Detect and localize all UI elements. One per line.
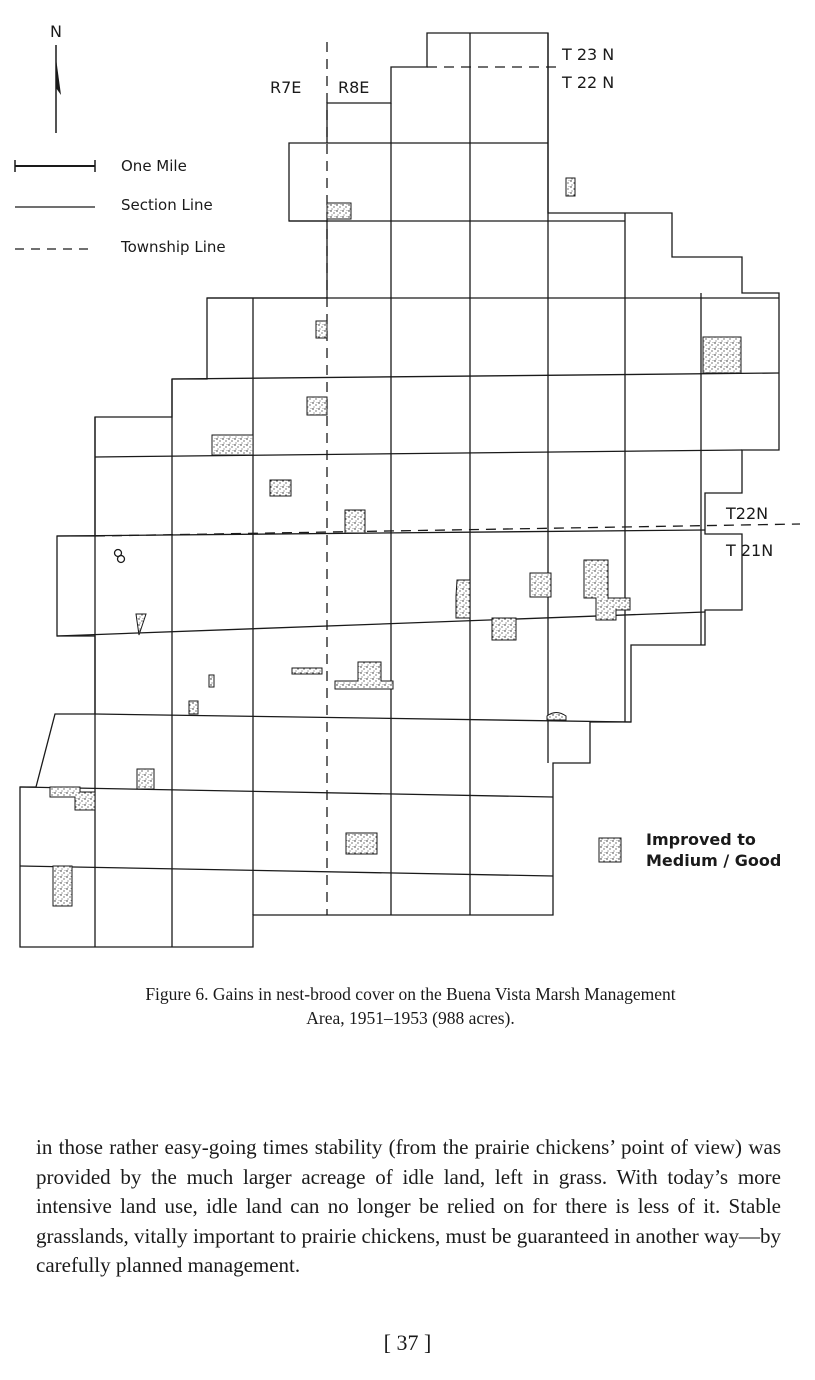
north-arrow bbox=[50, 22, 62, 133]
improved-area bbox=[703, 337, 741, 373]
improved-area bbox=[327, 203, 351, 219]
legend-section-line: Section Line bbox=[121, 196, 213, 214]
legend-improved-line: Improved to bbox=[646, 830, 756, 849]
legend bbox=[15, 157, 226, 256]
improved-area bbox=[307, 397, 327, 415]
legend-township-line: Township Line bbox=[121, 238, 226, 256]
improved-area bbox=[137, 769, 154, 789]
legend-improved-line: Medium / Good bbox=[646, 851, 782, 870]
north-label: N bbox=[50, 22, 62, 41]
improved-area bbox=[212, 435, 253, 455]
improved-area bbox=[50, 787, 95, 810]
one-mile-scale-bar bbox=[15, 160, 95, 172]
township-label-t23n: T 23 N bbox=[562, 45, 615, 64]
improved-area bbox=[530, 573, 551, 597]
improved-area bbox=[345, 510, 365, 533]
caption-line-2: Area, 1951–1953 (988 acres). bbox=[306, 1008, 515, 1028]
improved-area bbox=[346, 833, 377, 854]
page-number: [ 37 ] bbox=[383, 1330, 432, 1355]
improved-area bbox=[270, 480, 291, 496]
improved-areas bbox=[50, 178, 741, 906]
improved-area bbox=[136, 614, 146, 635]
figure-caption bbox=[38, 982, 783, 1030]
improved-area bbox=[292, 668, 322, 674]
small-pond-marker bbox=[115, 550, 125, 563]
improved-area bbox=[584, 560, 630, 620]
township-label-t21n: T 21N bbox=[726, 541, 774, 560]
improved-legend bbox=[599, 830, 781, 870]
improved-area bbox=[547, 713, 566, 721]
improved-area bbox=[189, 701, 198, 714]
improved-area bbox=[53, 866, 72, 906]
legend-improved bbox=[646, 830, 781, 870]
improved-area bbox=[335, 662, 393, 689]
improved-area bbox=[492, 618, 516, 640]
improved-area bbox=[456, 580, 470, 618]
improved-area bbox=[316, 321, 327, 338]
improved-swatch bbox=[599, 838, 621, 862]
caption-line-1: Figure 6. Gains in nest-brood cover on the Buena Vista Marsh Management bbox=[145, 984, 676, 1004]
improved-area bbox=[209, 675, 214, 687]
township-lines bbox=[95, 42, 800, 915]
range-label-r7e: R7E bbox=[270, 78, 302, 97]
legend-one-mile: One Mile bbox=[121, 157, 187, 175]
township-label-t22n-top: T 22 N bbox=[562, 73, 615, 92]
range-label-r8e: R8E bbox=[338, 78, 370, 97]
body-paragraph: in those rather easy-going times stability (from the prairie chickens’ point of view) was provided by the much larger acreage of idle land, left in grass. With today’s more intensive land use, idle land can no longer be relied on for there is less of it. Stable grasslands, vitally important to prairie chickens, must be guaranteed in another way—by carefully planned management. bbox=[36, 1135, 781, 1277]
improved-area bbox=[566, 178, 575, 196]
township-label-t22n-right: T22N bbox=[726, 504, 769, 523]
